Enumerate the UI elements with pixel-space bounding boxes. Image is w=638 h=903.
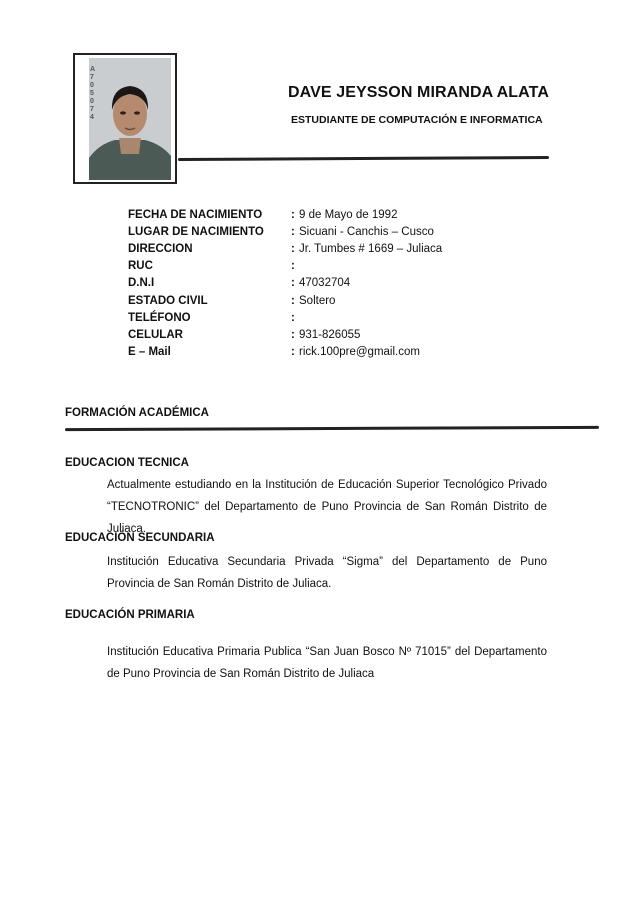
info-row-birthdate — [128, 206, 442, 223]
info-label: FECHA DE NACIMIENTO — [128, 208, 263, 221]
personal-info — [128, 206, 442, 361]
info-colon: : — [291, 311, 295, 324]
info-row-birthplace — [128, 223, 442, 240]
section-divider — [65, 426, 599, 431]
header-divider — [178, 156, 549, 161]
info-value: 931-826055 — [299, 328, 361, 341]
info-value: Soltero — [299, 294, 336, 307]
info-colon: : — [291, 277, 295, 290]
info-colon: : — [291, 260, 295, 273]
paragraph-secundaria: Institución Educativa Secundaria Privada “Sigma” del Departamento de Puno Provincia de San Román Distrito de Juliaca. — [107, 556, 547, 590]
photo-stamp: A705074 — [90, 66, 96, 121]
info-label: RUC — [128, 260, 153, 273]
info-row-address — [128, 240, 442, 257]
section-heading-tecnica: EDUCACION TECNICA — [65, 457, 189, 469]
info-label: TELÉFONO — [128, 311, 191, 324]
section-heading-secundaria: EDUCACIÓN SECUNDARIA — [65, 532, 215, 544]
candidate-name: DAVE JEYSSON MIRANDA ALATA — [288, 84, 549, 101]
profile-photo — [89, 58, 171, 180]
info-value: Sicuani - Canchis – Cusco — [299, 225, 434, 238]
info-label: ESTADO CIVIL — [128, 294, 208, 307]
info-value: 47032704 — [299, 277, 351, 290]
info-label: DIRECCION — [128, 242, 193, 255]
info-row-phone — [128, 309, 442, 326]
section-heading-formacion: FORMACIÓN ACADÉMICA — [65, 407, 209, 419]
info-colon: : — [291, 225, 295, 238]
person-portrait-image — [89, 58, 171, 180]
info-row-email — [128, 344, 442, 361]
info-row-marital-status — [128, 292, 442, 309]
info-colon: : — [291, 294, 295, 307]
info-value: 9 de Mayo de 1992 — [299, 208, 398, 221]
photo-frame — [73, 53, 177, 184]
paragraph-tecnica: Actualmente estudiando en la Institución de Educación Superior Tecnológico Privado “TECNOTRONIC” del Departamento de Puno Provincia de San Román Distrito de Juliaca. — [107, 479, 547, 535]
info-row-ruc — [128, 258, 442, 275]
section-heading-primaria: EDUCACIÓN PRIMARIA — [65, 609, 195, 621]
info-row-dni — [128, 275, 442, 292]
info-colon: : — [291, 242, 295, 255]
candidate-title: ESTUDIANTE DE COMPUTACIÓN E INFORMATICA — [291, 114, 543, 126]
info-value: rick.100pre@gmail.com — [299, 346, 420, 359]
info-label: D.N.I — [128, 277, 155, 290]
info-label: E – Mail — [128, 346, 171, 359]
info-row-cellphone — [128, 326, 442, 343]
info-colon: : — [291, 208, 295, 221]
info-colon: : — [291, 328, 295, 341]
info-label: CELULAR — [128, 328, 183, 341]
paragraph-primaria: Institución Educativa Primaria Publica “San Juan Bosco Nº 71015” del Departamento de Puno Provincia de San Román Distrito de Juliaca — [107, 646, 547, 680]
info-label: LUGAR DE NACIMIENTO — [128, 225, 264, 238]
info-colon: : — [291, 346, 295, 359]
info-value: Jr. Tumbes # 1669 – Juliaca — [299, 242, 443, 255]
